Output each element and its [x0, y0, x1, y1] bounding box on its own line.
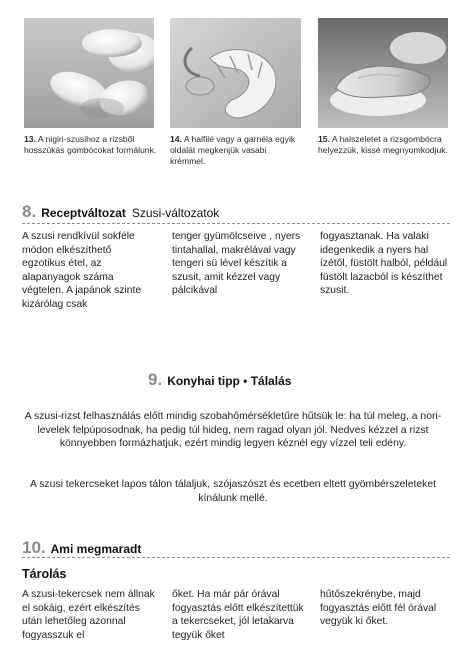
section-title: Receptváltozat — [41, 206, 126, 220]
tip-paragraph-1: A szusi-rizst felhasználás előtt mindig szobahőmérsékletűre hűtsük le: ha túl meleg, a nori-levelek felpúposodnak, ha pedig túl hideg, nem ragad olyan jól. Nedves kézzel a rizst könnyebben formázhatjuk, ezért mindig legyen kéznél egy vízzel teli edény. — [24, 411, 442, 450]
shrimp-wasabi-photo — [170, 18, 301, 128]
tip-paragraph-2: A szusi tekercseket lapos tálon tálaljuk, szójaszószt és ecetben eltett gyömbérszeleteket kínálunk mellé. — [29, 479, 437, 504]
caption-text: A halszeletet a rizsgombócra helyezzük, kissé megnyomkodjuk. — [318, 134, 448, 155]
section-10-heading — [22, 538, 141, 558]
body-column-2: tenger gyümölcseive , nyers tintahallal, makrélával vagy tengeri sü lével készítik a szusit, amit kézzel vagy pálcikával — [172, 231, 301, 297]
caption-number: 15. — [318, 134, 330, 144]
body-column-1: A szusi rendkívül sokféle módon elkészíthető egzotikus étel, az alapanyagok száma végtelen. A japánok szinte kizárólag csak — [22, 231, 142, 310]
subheading-storage: Tárolás — [22, 567, 67, 581]
section-9-heading — [148, 370, 291, 390]
body-column-1: A szusi-tekercsek nem állnak el sokáig, ezért elkészítés után lehetőleg azonnal fogyasszuk el — [22, 589, 155, 641]
body-column-3: hűtőszekrénybe, majd fogyasztás előtt fél órával vegyük ki őket. — [320, 589, 437, 628]
section-subtitle: Szusi-változatok — [131, 206, 220, 220]
caption-text: A halfilé vagy a garnéla egyik oldalát megkenjük vasabi krémmel. — [170, 134, 296, 166]
body-column-3: fogyasztanak. Ha valaki idegenkedik a nyers hal ízétől, füstölt halból, például füstölt lazacból is készíthet szusit. — [320, 231, 448, 297]
fish-on-rice-photo — [318, 18, 448, 128]
section-number: 9. — [148, 370, 163, 389]
photo-caption-14 — [170, 134, 304, 167]
section-8-heading — [22, 202, 219, 222]
section-title: Ami megmaradt — [50, 542, 142, 556]
photo-caption-13 — [24, 134, 158, 156]
section-title: Konyhai tipp • Tálalás — [167, 374, 292, 388]
caption-text: A nigiri-szusihoz a rizsből hosszúkás gombócokat formálunk. — [24, 134, 157, 155]
body-column-2: őket. Ha már pár órával fogyasztás előtt elkészítettük a tekercseket, jól letakarva tegyük őket — [172, 589, 304, 641]
caption-number: 14. — [170, 134, 182, 144]
section-number: 8. — [22, 202, 37, 221]
section-number: 10. — [22, 538, 46, 557]
section-divider — [22, 223, 450, 224]
caption-number: 13. — [24, 134, 36, 144]
photo-caption-15 — [318, 134, 452, 156]
nigiri-rice-balls-photo — [24, 18, 154, 128]
section-divider — [22, 557, 450, 558]
